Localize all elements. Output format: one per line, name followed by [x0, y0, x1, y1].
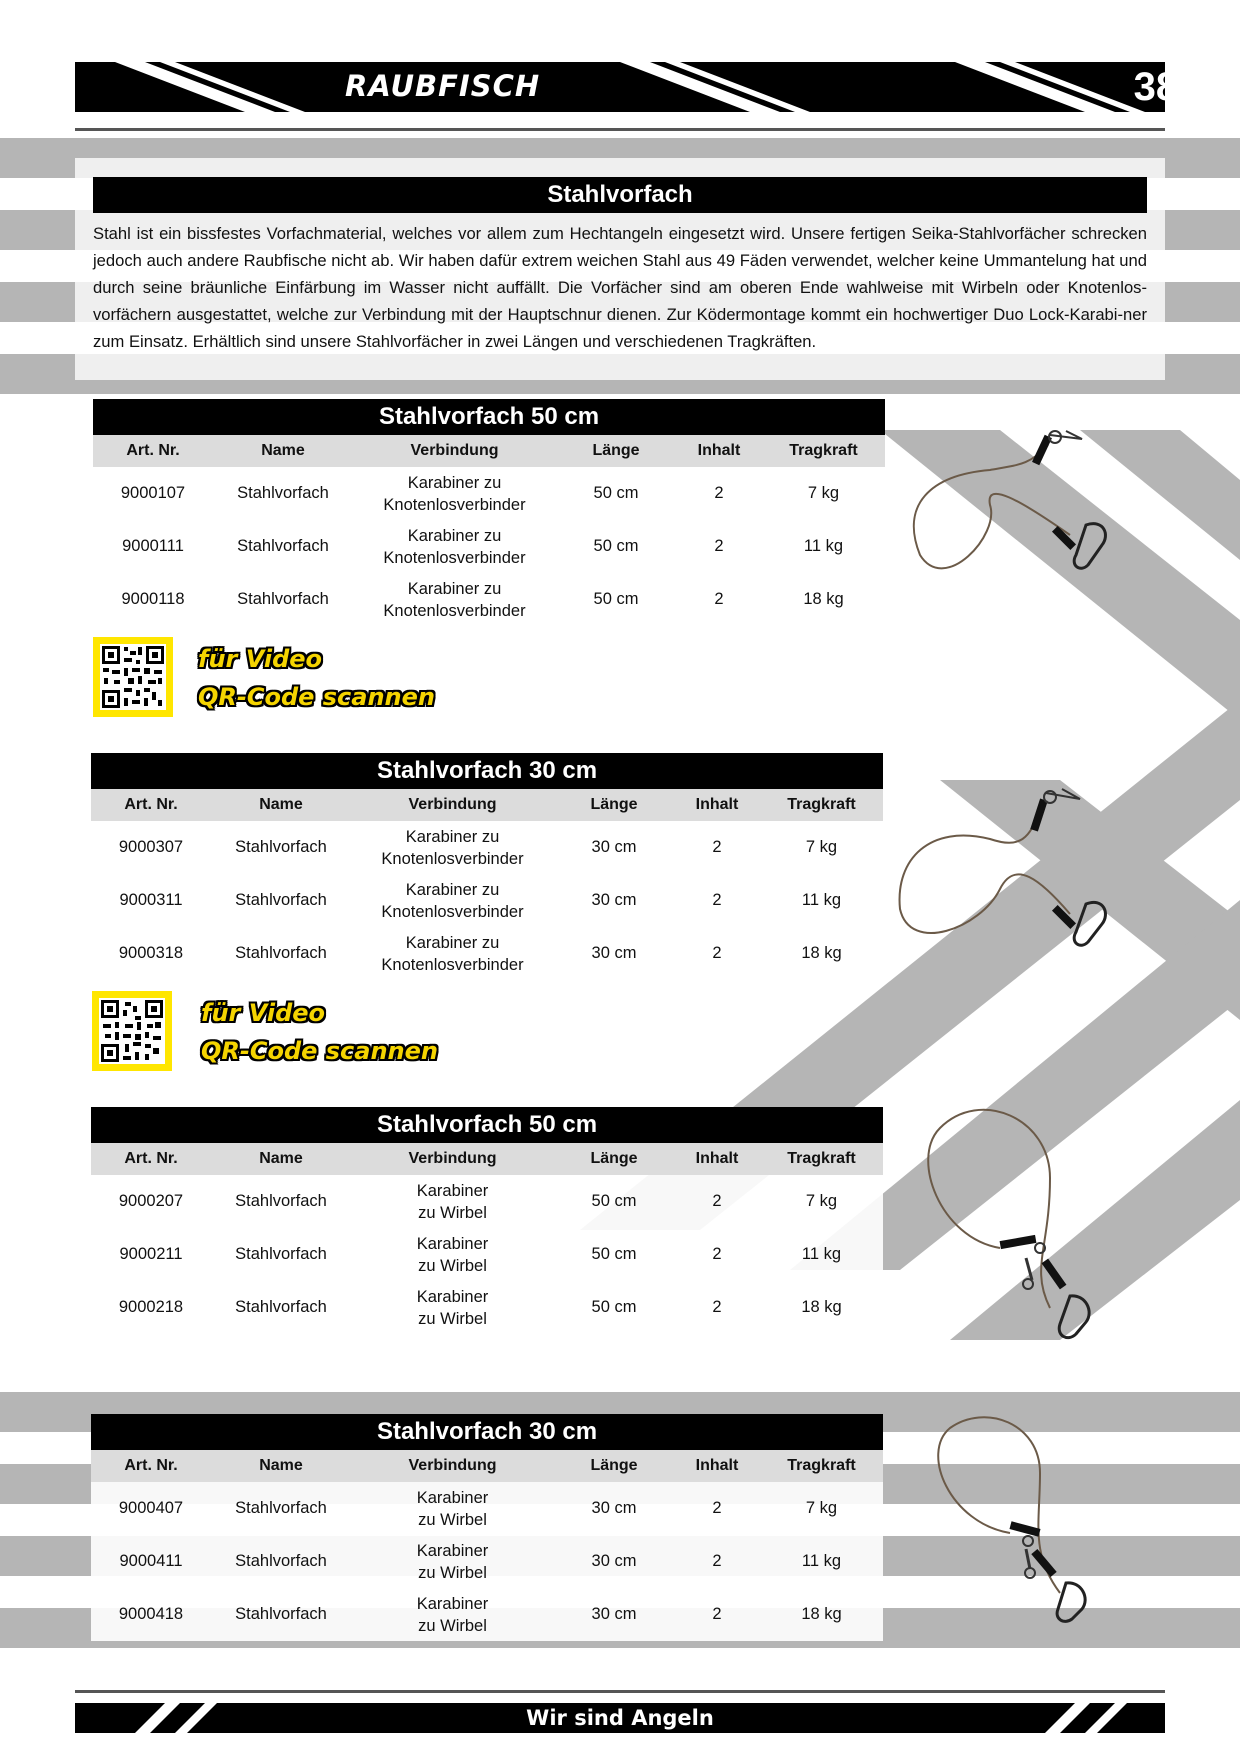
- quantity: 2: [712, 891, 722, 909]
- connection-line-2: Knotenlosverbinder: [381, 849, 524, 868]
- load-capacity: 18 kg: [803, 590, 844, 608]
- promo-line-2: QR-Code scannen: [198, 683, 435, 711]
- load-capacity: 18 kg: [801, 1298, 842, 1316]
- connection-line-1: Karabiner zu: [405, 827, 500, 846]
- load-capacity: 18 kg: [801, 1605, 842, 1623]
- header-slash-decoration: [75, 62, 1165, 112]
- col-inhalt: Inhalt: [695, 1457, 739, 1474]
- qr-code-pattern: [100, 644, 166, 710]
- connection-line-1: Karabiner: [416, 1488, 489, 1507]
- load-capacity: 11 kg: [801, 1245, 842, 1263]
- load-capacity: 11 kg: [801, 1552, 842, 1570]
- footer-slogan: Wir sind Angeln: [526, 1706, 714, 1730]
- steel-leader-product-image: [890, 425, 1130, 575]
- load-capacity: 7 kg: [807, 484, 840, 502]
- qr-code-icon[interactable]: [93, 637, 173, 717]
- table-title: Stahlvorfach 30 cm: [91, 1414, 883, 1450]
- length: 30 cm: [591, 1605, 637, 1623]
- qr-code-icon[interactable]: [92, 991, 172, 1071]
- product-name: Stahlvorfach: [235, 1605, 327, 1623]
- table-row: [93, 520, 885, 573]
- steel-leader-product-image: [910, 1413, 1130, 1623]
- connection: [353, 578, 556, 622]
- load-capacity: 7 kg: [805, 1499, 838, 1517]
- product-name: Stahlvorfach: [237, 537, 329, 555]
- col-art-nr: Art. Nr.: [124, 1457, 178, 1474]
- col-name: Name: [259, 1457, 303, 1474]
- connection-line-2: Knotenlosverbinder: [383, 495, 526, 514]
- col-inhalt: Inhalt: [695, 796, 739, 813]
- length: 50 cm: [591, 1192, 637, 1210]
- connection-line-1: Karabiner zu: [405, 933, 500, 952]
- table-header-row: [91, 789, 883, 821]
- table-row: [93, 573, 885, 626]
- col-verbindung: Verbindung: [408, 1457, 497, 1474]
- table-row: [91, 1535, 883, 1588]
- table-header-row: [91, 1450, 883, 1482]
- product-table-3: [91, 1107, 883, 1368]
- product-name: Stahlvorfach: [235, 944, 327, 962]
- product-name: Stahlvorfach: [235, 1192, 327, 1210]
- load-capacity: 7 kg: [805, 1192, 838, 1210]
- connection: [351, 1286, 554, 1330]
- quantity: 2: [714, 590, 724, 608]
- table-row: [91, 1588, 883, 1641]
- col-tragkraft: Tragkraft: [789, 442, 858, 459]
- section-title: RAUBFISCH: [345, 69, 541, 103]
- length: 50 cm: [591, 1298, 637, 1316]
- connection-line-1: Karabiner zu: [407, 579, 502, 598]
- connection: [351, 1487, 554, 1531]
- table-header-row: [93, 435, 885, 467]
- product-table-4: [91, 1414, 883, 1641]
- header-rule: [75, 128, 1165, 131]
- connection-line-2: Knotenlosverbinder: [381, 955, 524, 974]
- product-name: Stahlvorfach: [237, 484, 329, 502]
- col-laenge: Länge: [590, 796, 638, 813]
- col-art-nr: Art. Nr.: [126, 442, 180, 459]
- connection-line-2: zu Wirbel: [418, 1309, 487, 1328]
- col-tragkraft: Tragkraft: [787, 1457, 856, 1474]
- col-laenge: Länge: [592, 442, 640, 459]
- connection-line-2: zu Wirbel: [418, 1616, 487, 1635]
- quantity: 2: [712, 1605, 722, 1623]
- connection: [351, 826, 554, 870]
- connection: [351, 932, 554, 976]
- table-title: Stahlvorfach 50 cm: [91, 1107, 883, 1143]
- qr-code-pattern: [99, 998, 165, 1064]
- col-tragkraft: Tragkraft: [787, 796, 856, 813]
- connection: [353, 525, 556, 569]
- connection-line-1: Karabiner zu: [407, 473, 502, 492]
- intro-text: Stahl ist ein bissfestes Vorfachmaterial, welches vor allem zum Hechtangeln eingesetzt wird. Unsere fertigen Seika-Stahlvorfächer schrecken jedoch auch andere Raubfische nicht ab. Wir haben dafür extrem weichen Stahl aus 49 Fäden verwendet, welcher keine Ummantelung hat und durch seine bräunliche Einfärbung im Wasser nicht auffällt. Die Vorfächer sind am oberen Ende wahlweise mit Wirbeln oder Knotenlos-vorfächern ausgestattet, welche zur Verbindung mit der Hauptschnur dienen. Zur Ködermontage kommt ein hochwertiger Duo Lock-Karabi-ner zum Einsatz. Erhältlich sind unsere Stahlvorfächer in zwei Längen und verschiedenen Tragkräften.: [93, 224, 1147, 351]
- col-name: Name: [261, 442, 305, 459]
- length: 50 cm: [593, 537, 639, 555]
- connection: [351, 1540, 554, 1584]
- connection-line-2: zu Wirbel: [418, 1563, 487, 1582]
- length: 30 cm: [591, 838, 637, 856]
- connection: [351, 1233, 554, 1277]
- col-inhalt: Inhalt: [697, 442, 741, 459]
- table-row: [91, 1175, 883, 1228]
- connection-line-1: Karabiner: [416, 1594, 489, 1613]
- connection: [351, 879, 554, 923]
- length: 50 cm: [591, 1245, 637, 1263]
- quantity: 2: [712, 1298, 722, 1316]
- product-table-1: [93, 399, 885, 626]
- art-nr: 9000318: [118, 944, 184, 962]
- col-verbindung: Verbindung: [408, 1150, 497, 1167]
- col-art-nr: Art. Nr.: [124, 796, 178, 813]
- quantity: 2: [712, 1552, 722, 1570]
- length: 50 cm: [593, 590, 639, 608]
- product-name: Stahlvorfach: [235, 1552, 327, 1570]
- product-table-2: [91, 753, 883, 980]
- table-row: [91, 927, 883, 980]
- table-spacer: [91, 1334, 883, 1368]
- intro-title: Stahlvorfach: [93, 177, 1147, 213]
- table-row: [91, 1482, 883, 1535]
- art-nr: 9000411: [119, 1552, 183, 1570]
- steel-leader-product-image: [900, 1098, 1140, 1348]
- table-row: [91, 1281, 883, 1334]
- col-tragkraft: Tragkraft: [787, 1150, 856, 1167]
- table-title: Stahlvorfach 30 cm: [91, 753, 883, 789]
- table-title: Stahlvorfach 50 cm: [93, 399, 885, 435]
- quantity: 2: [714, 537, 724, 555]
- load-capacity: 18 kg: [801, 944, 842, 962]
- connection-line-2: Knotenlosverbinder: [383, 601, 526, 620]
- col-name: Name: [259, 1150, 303, 1167]
- table-header-row: [91, 1143, 883, 1175]
- art-nr: 9000107: [120, 484, 186, 502]
- table-row: [91, 874, 883, 927]
- product-name: Stahlvorfach: [235, 1298, 327, 1316]
- connection-line-2: Knotenlosverbinder: [383, 548, 526, 567]
- connection-line-2: zu Wirbel: [418, 1510, 487, 1529]
- table-row: [93, 467, 885, 520]
- length: 30 cm: [591, 1499, 637, 1517]
- quantity: 2: [714, 484, 724, 502]
- footer-rule: [75, 1690, 1165, 1693]
- art-nr: 9000418: [118, 1605, 184, 1623]
- quantity: 2: [712, 1192, 722, 1210]
- art-nr: 9000311: [119, 891, 183, 909]
- connection-line-1: Karabiner: [416, 1287, 489, 1306]
- promo-line-1: für Video: [198, 645, 323, 673]
- col-art-nr: Art. Nr.: [124, 1150, 178, 1167]
- length: 50 cm: [593, 484, 639, 502]
- length: 30 cm: [591, 944, 637, 962]
- video-promo: [198, 640, 435, 716]
- quantity: 2: [712, 1245, 722, 1263]
- quantity: 2: [712, 944, 722, 962]
- col-inhalt: Inhalt: [695, 1150, 739, 1167]
- page-number: 383: [1133, 65, 1201, 109]
- load-capacity: 7 kg: [805, 838, 838, 856]
- connection-line-1: Karabiner: [416, 1181, 489, 1200]
- connection-line-1: Karabiner: [416, 1541, 489, 1560]
- header-bar: [75, 62, 1165, 112]
- connection-line-2: zu Wirbel: [418, 1203, 487, 1222]
- product-name: Stahlvorfach: [235, 891, 327, 909]
- product-name: Stahlvorfach: [235, 838, 327, 856]
- col-laenge: Länge: [590, 1457, 638, 1474]
- art-nr: 9000307: [118, 838, 184, 856]
- connection: [351, 1180, 554, 1224]
- product-name: Stahlvorfach: [237, 590, 329, 608]
- art-nr: 9000218: [118, 1298, 184, 1316]
- product-name: Stahlvorfach: [235, 1245, 327, 1263]
- connection-line-1: Karabiner zu: [407, 526, 502, 545]
- quantity: 2: [712, 1499, 722, 1517]
- col-verbindung: Verbindung: [408, 796, 497, 813]
- length: 30 cm: [591, 1552, 637, 1570]
- connection-line-2: zu Wirbel: [418, 1256, 487, 1275]
- length: 30 cm: [591, 891, 637, 909]
- connection-line-1: Karabiner zu: [405, 880, 500, 899]
- art-nr: 9000111: [122, 537, 184, 555]
- art-nr: 9000207: [118, 1192, 184, 1210]
- quantity: 2: [712, 838, 722, 856]
- table-row: [91, 1228, 883, 1281]
- connection-line-2: Knotenlosverbinder: [381, 902, 524, 921]
- steel-leader-product-image: [890, 779, 1130, 959]
- col-verbindung: Verbindung: [410, 442, 499, 459]
- connection-line-1: Karabiner: [416, 1234, 489, 1253]
- col-laenge: Länge: [590, 1150, 638, 1167]
- load-capacity: 11 kg: [801, 891, 842, 909]
- connection: [353, 472, 556, 516]
- product-name: Stahlvorfach: [235, 1499, 327, 1517]
- col-name: Name: [259, 796, 303, 813]
- table-row: [91, 821, 883, 874]
- connection: [351, 1593, 554, 1637]
- promo-line-2: QR-Code scannen: [201, 1037, 438, 1065]
- load-capacity: 11 kg: [803, 537, 844, 555]
- art-nr: 9000211: [119, 1245, 183, 1263]
- video-promo: [201, 994, 438, 1070]
- art-nr: 9000118: [121, 590, 185, 608]
- art-nr: 9000407: [118, 1499, 184, 1517]
- promo-line-1: für Video: [201, 999, 326, 1027]
